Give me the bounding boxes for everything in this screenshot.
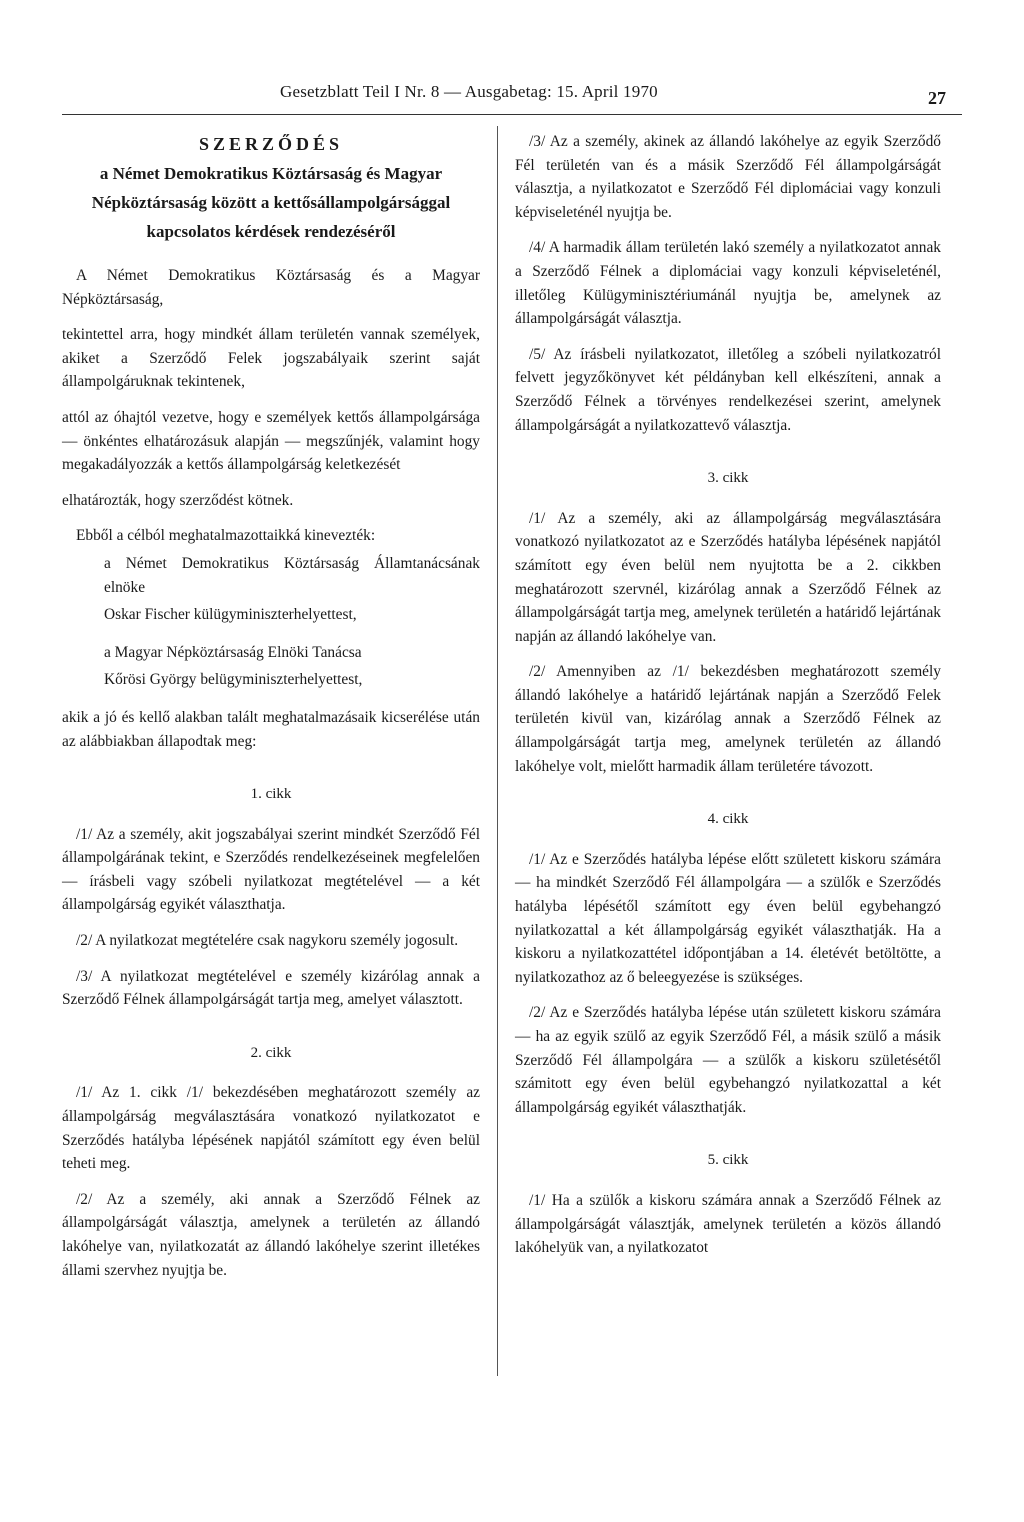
article-paragraph: /5/ Az írásbeli nyilatkozatot, illetőleg a szóbeli nyilatkozatról felvett jegyzőkönyvet két példányban kell elkészíteni, annak a Szerződő Félnek a törvényes rendelkezései szerint, amelynek állampolgárságát a nyilatkozattevő választja. <box>515 345 941 434</box>
page-number: 27 <box>928 88 946 108</box>
article-paragraph: /2/ Az e Szerződés hatályba lépése után született kiskoru számára — ha az egyik szülő az egyik Szerződő Fél, a másik szülő a másik Szerződő Fél állampolgára — a szülők a kiskoru születésétől számitott egy éven belül egybehangzó nyilatkozattal a két állampolgárság egyikét választhatják. <box>515 1004 941 1116</box>
article-heading: 2. cikk <box>250 1044 292 1061</box>
article-paragraph: /2/ A nyilatkozat megtételére csak nagykoru személy jogosult. <box>76 932 459 950</box>
article-paragraph: /1/ Az a személy, akit jogszabályai szerint mindkét Szerződő Fél állampolgárának tekint, e Szerződés rendelkezéseinek megfelelően — írásbeli vagy szóbeli nyilatkozat megtételével — a két állampolgárság egyikét választhatja. <box>62 825 480 914</box>
title-line-2: a Német Demokratikus Köztársaság és Magyar <box>99 164 443 183</box>
preamble-paragraph: tekintettel arra, hogy mindkét állam területén vannak személyek, akiket a Szerződő Felek jogszabályaik szerint saját állampolgáruknak tekintenek, <box>62 326 480 391</box>
left-column <box>62 130 480 1294</box>
column-divider <box>497 126 498 1376</box>
title-line-4: kapcsolatos kérdések rendezéséről <box>146 222 396 241</box>
page-header <box>62 80 962 115</box>
preamble-paragraph: elhatározták, hogy szerződést kötnek. <box>62 491 294 509</box>
plenipotentiary-line: Kőrösi György belügyminiszterhelyettest, <box>104 671 363 689</box>
article-heading: 5. cikk <box>707 1152 749 1169</box>
plenipotentiary-line: Oskar Fischer külügyminiszterhelyettest, <box>104 606 357 624</box>
preamble-paragraph: Ebből a célból meghatalmazottaikká kinevezték: <box>76 527 376 545</box>
article-paragraph: /2/ Amennyiben az /1/ bekezdésben meghatározott személy állandó lakóhelye a határidő lejártának napján a Szerződő Felek területén kivül van, kizárólag annak a Szerződő Félnek az állampolgárságát tartja meg, amelynek területén az állandó lakóhelye volt, mielőtt harmadik állam területére távozott. <box>515 663 941 775</box>
article-heading: 3. cikk <box>707 470 749 487</box>
preamble-paragraph: A Német Demokratikus Köztársaság és a Magyar Népköztársaság, <box>62 267 480 308</box>
article-paragraph: /2/ Az a személy, aki annak a Szerződő Félnek az állampolgárságát választja, amelynek a területén az állandó lakóhelye van, nyilatkozatát az állandó lakóhelye szerint illetékes állami szervhez nyujtja be. <box>62 1190 480 1279</box>
article-heading: 4. cikk <box>707 811 749 828</box>
preamble-paragraph: attól az óhajtól vezetve, hogy e személyek kettős állampolgársága — önkéntes elhatározásuk alapján — megszűnjék, valamint hogy megakadályozzák a kettős állampolgárság keletkezését <box>62 408 480 474</box>
closing-paragraph: akik a jó és kellő alakban talált meghatalmazásaik kicserélése után az alábbiakban állapodtak meg: <box>62 708 480 750</box>
article-paragraph: /1/ Az a személy, aki az állampolgárság megválasztására vonatkozó nyilatkozatot az e Szerződés hatályba lépésének napjától számított egy éven belül nem nyujtotta be a 2. cikkben meghatározott szervnél, kizárólag annak a Szerződő Félnek az állampolgárságát tartja meg, amelynek területén a határidő lejártának napján az állandó lakóhelye van. <box>515 509 941 645</box>
plenipotentiary-line: a Magyar Népköztársaság Elnöki Tanácsa <box>104 643 362 661</box>
article-paragraph: /1/ Ha a szülők a kiskoru számára annak a Szerződő Félnek az állampolgárságát választják, amelynek területén a közös állandó lakóhelyük van, a nyilatkozatot <box>515 1191 941 1257</box>
article-heading: 1. cikk <box>250 786 292 803</box>
title-line-3: Népköztársaság között a kettősállampolgársággal <box>91 193 451 212</box>
article-paragraph: /4/ A harmadik állam területén lakó személy a nyilatkozatot annak a Szerződő Félnek a diplomáciai vagy konzuli képviseleténél, illetőleg Külügyminisztériumánál nyujtja be, amelynek az állampolgárságát választja. <box>515 239 941 328</box>
title-main: SZERZŐDÉS <box>198 134 344 154</box>
right-column <box>515 130 941 1272</box>
article-paragraph: /1/ Az e Szerződés hatályba lépése előtt született kiskoru számára — ha mindkét Szerződő Fél állampolgára — a szülők e Szerződés hatályba lépésétől számított egy éven belül egybehangzó nyilatkozattal a két állampolgárság egyikét választhatják. Ha a kiskoru a nyilatkozattétel időpontjában a 14. életévét betöltötte, a nyilatkozathoz az ő beleegyezése is szükséges. <box>515 850 941 986</box>
article-paragraph: /1/ Az 1. cikk /1/ bekezdésében meghatározott személy az állampolgárság megválasztására vonatkozó nyilatkozatot e Szerződés hatályba lépésének napjától számított egy éven belül teheti meg. <box>62 1084 480 1173</box>
article-paragraph: /3/ A nyilatkozat megtételével e személy kizárólag annak a Szerződő Félnek állampolgárságát tartja meg, amelyet választott. <box>62 967 480 1009</box>
article-paragraph: /3/ Az a személy, akinek az állandó lakóhelye az egyik Szerződő Fél területén van és a másik Szerződő Fél állampolgárságát választja, a nyilatkozatot e Szerződő Fél diplomáciai vagy konzuli képviseleténél nyujtja be. <box>515 133 941 221</box>
document-title <box>62 130 480 246</box>
header-title: Gesetzblatt Teil I Nr. 8 — Ausgabetag: 15. April 1970 <box>280 82 658 101</box>
plenipotentiary-line: a Német Demokratikus Köztársaság Államtanácsának elnöke <box>104 554 480 596</box>
